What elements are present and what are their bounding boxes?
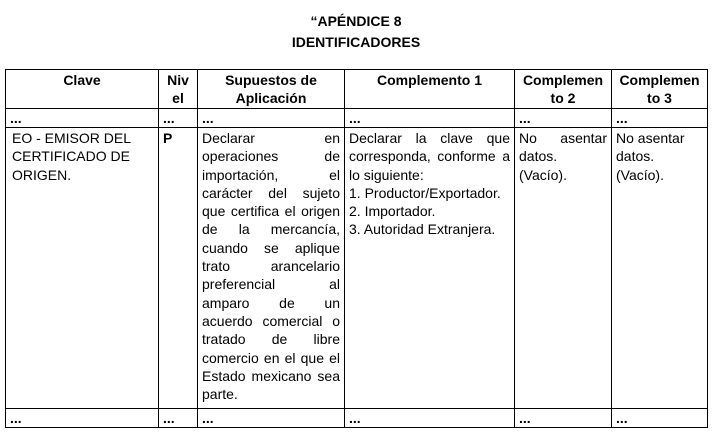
- table-row-eo: [6, 128, 708, 409]
- ellipsis-cell: ...: [345, 409, 515, 428]
- supuestos-text: Declarar en operaciones de importación, el carácter del sujeto que certifica el origen de la mercancía, cuando se aplique trato arancelario preferencial al amparo de un acuerdo comercial o tratado de libre comercio en el que el Estado mexicano sea parte.: [202, 130, 340, 403]
- appendix-subtitle: IDENTIFICADORES: [291, 34, 421, 50]
- ellipsis-cell: ...: [345, 109, 515, 128]
- ellipsis-cell: ...: [198, 109, 345, 128]
- table-row-ellipsis-bottom: [6, 409, 708, 428]
- cell-supuestos: [198, 128, 345, 409]
- ellipsis-cell: ...: [515, 109, 612, 128]
- ellipsis-cell: ...: [612, 109, 708, 128]
- clave-text: EO - EMISOR DEL CERTIFICADO DE ORIGEN.: [12, 130, 131, 183]
- complemento-1-intro: Declarar la clave que corresponda, conforme a lo siguiente:: [349, 130, 510, 183]
- ellipsis-cell: ...: [515, 409, 612, 428]
- header-clave: Clave: [6, 70, 159, 109]
- cell-clave: [6, 128, 159, 409]
- ellipsis-cell: ...: [159, 109, 198, 128]
- complemento-2-text: No asentar datos. (Vacío).: [519, 130, 607, 183]
- cell-complemento-1: [345, 128, 515, 409]
- identifiers-table: [5, 69, 708, 428]
- appendix-title: “APÉNDICE 8: [310, 13, 402, 29]
- ellipsis-cell: ...: [159, 409, 198, 428]
- cell-complemento-3: [612, 128, 708, 409]
- cell-nivel: P: [159, 128, 198, 409]
- ellipsis-cell: ...: [198, 409, 345, 428]
- complemento-1-option: 1. Productor/Exportador.: [349, 184, 501, 201]
- complemento-3-text: No asentar datos. (Vacío).: [616, 130, 685, 183]
- complemento-1-option: 3. Autoridad Extranjera.: [349, 221, 496, 238]
- cell-complemento-2: [515, 128, 612, 409]
- header-nivel: Niv el: [159, 70, 198, 109]
- header-supuestos: Supuestos de Aplicación: [198, 70, 345, 109]
- complemento-1-option: 2. Importador.: [349, 203, 436, 220]
- ellipsis-cell: ...: [6, 109, 159, 128]
- ellipsis-cell: ...: [612, 409, 708, 428]
- header-complemento-3: Complemen to 3: [612, 70, 708, 109]
- table-row-ellipsis-top: [6, 109, 708, 128]
- header-complemento-1: Complemento 1: [345, 70, 515, 109]
- header-complemento-2: Complemen to 2: [515, 70, 612, 109]
- ellipsis-cell: ...: [6, 409, 159, 428]
- table-header-row: [6, 70, 708, 109]
